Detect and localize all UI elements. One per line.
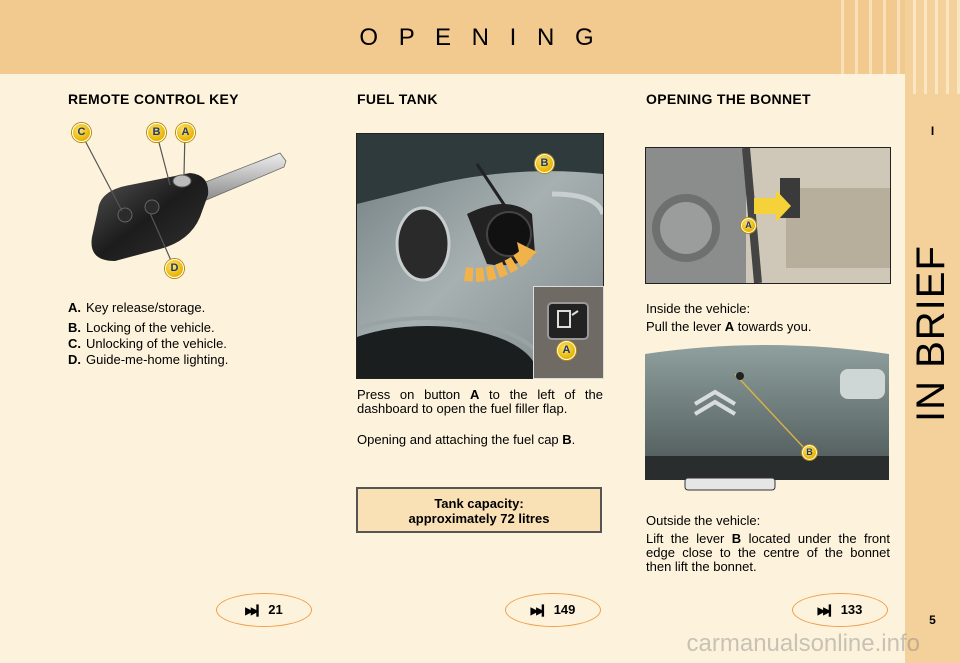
text: Press on button [357,387,470,402]
page-title: O P E N I N G [359,24,601,51]
bonnet-outside-instruction [646,532,890,574]
reference-page: 149 [553,602,576,617]
page-reference-link[interactable] [505,593,601,627]
text: Opening and attaching the fuel cap [357,432,563,447]
legend-text: Unlocking of the vehicle. [86,336,227,351]
skip-forward-icon: ▶▶▎ [530,606,548,617]
legend-key: D. [68,352,81,367]
chapter-number: I [930,124,935,138]
legend-item [68,336,318,352]
page-reference-link[interactable] [216,593,312,627]
key-letter: B [731,531,742,546]
bonnet-outside-label: Outside the vehicle: [646,513,761,528]
key-letter: B [562,432,572,447]
key-letter: A [724,319,735,334]
callout-b: B [802,445,817,460]
text: . [571,432,576,447]
key-letter: A [469,387,480,402]
watermark: carmanualsonline.info [686,630,920,657]
fuel-cap-instruction [357,433,603,447]
bonnet-lever-photo [645,147,891,284]
legend-text: Guide-me-home lighting. [86,352,229,367]
legend-item [68,300,318,316]
legend-key: C. [68,336,81,351]
callout-b: B [147,123,166,142]
text: to the left of the dashboard to open the fuel filler flap. [357,387,603,416]
capacity-value: approximately 72 litres [408,511,550,526]
text: Pull the lever [646,319,725,334]
text: towards you. [734,319,812,334]
chapter-title: IN BRIEF [909,245,953,422]
capacity-label: Tank capacity: [434,496,524,511]
legend-item [68,352,318,368]
reference-page: 133 [840,602,863,617]
bonnet-inside-instruction [646,320,890,334]
remote-key-legend [68,300,318,368]
text: Lift the lever [646,531,732,546]
skip-forward-icon: ▶▶▎ [245,606,263,617]
callout-c: C [72,123,91,142]
callout-b: B [535,154,554,173]
callout-d: D [165,259,184,278]
text: located under the front edge close to the centre of the bonnet then lift the bonnet. [646,531,890,574]
callout-a: A [557,341,576,360]
fuel-button-inset-photo [533,286,604,379]
bonnet-heading: OPENING THE BONNET [646,91,811,107]
bonnet-inside-label: Inside the vehicle: [646,301,751,316]
fuel-flap-instruction [357,388,603,416]
legend-key: A. [68,300,81,315]
remote-key-heading: REMOTE CONTROL KEY [68,91,239,107]
page-number: 5 [929,613,936,627]
legend-item [68,320,318,336]
callout-a: A [741,218,756,233]
skip-forward-icon: ▶▶▎ [817,606,835,617]
legend-text: Key release/storage. [86,300,206,315]
page-reference-link[interactable] [792,593,888,627]
legend-text: Locking of the vehicle. [86,320,215,335]
callout-a: A [176,123,195,142]
sidebar-stripes [905,0,960,94]
legend-key: B. [68,320,81,335]
fuel-tank-heading: FUEL TANK [357,91,438,107]
car-front-photo [645,344,889,494]
reference-page: 21 [268,602,283,617]
tank-capacity-box [356,487,602,533]
